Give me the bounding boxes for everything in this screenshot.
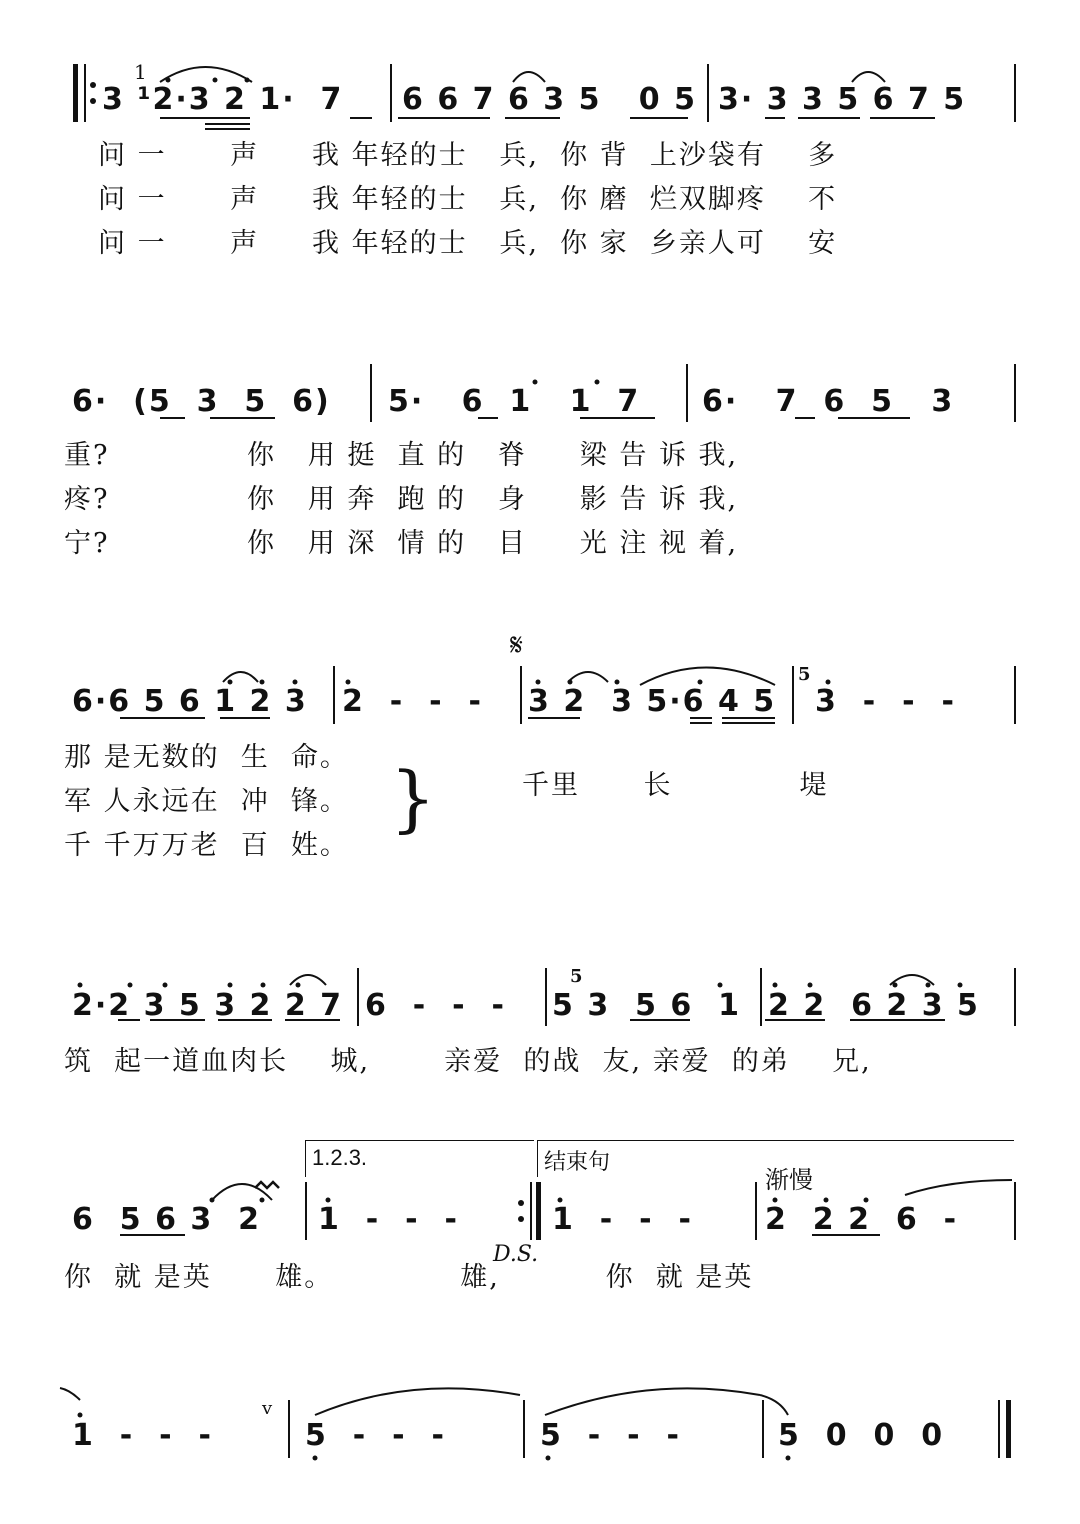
repeat-dots xyxy=(90,82,96,112)
measure-notes xyxy=(365,984,506,1028)
measure-3-notes: 3· 3 3 5 6 7 5 xyxy=(718,82,967,117)
measure-19-notes: 1 - - - xyxy=(72,1418,213,1453)
barline xyxy=(333,666,335,724)
barline xyxy=(84,64,86,122)
measure-notes xyxy=(718,78,966,122)
measure-notes xyxy=(342,680,483,724)
measure-notes xyxy=(72,380,331,424)
start-repeat-barline xyxy=(73,64,78,122)
slur xyxy=(760,1395,788,1415)
measure-notes xyxy=(815,680,956,724)
end-repeat-barline xyxy=(536,1182,541,1240)
final-barline xyxy=(1006,1400,1011,1458)
barline xyxy=(1014,64,1016,122)
lyric-line-verse-2: 问 一 声 我 年轻的士 兵, 你 磨 烂双脚疼 不 xyxy=(98,184,838,215)
grace-note: 5 xyxy=(798,664,811,685)
mordent-icon xyxy=(255,1182,279,1188)
lyric-line: 你 就 是英 雄。 雄, 你 就 是英 xyxy=(64,1262,754,1293)
barline xyxy=(370,364,372,422)
final-barline xyxy=(998,1400,1000,1458)
barline xyxy=(762,1400,764,1458)
barline xyxy=(520,666,522,724)
measure-notes xyxy=(72,680,308,724)
measure-notes xyxy=(72,984,343,1028)
measure-notes xyxy=(768,984,980,1028)
measure-18-notes: 2 2 2 6 - xyxy=(765,1202,959,1237)
barline xyxy=(305,1182,307,1240)
barline xyxy=(390,64,392,122)
slur xyxy=(60,1388,80,1400)
measure-21-notes: 5 - - - xyxy=(540,1418,681,1453)
measure-notes xyxy=(102,78,343,122)
lyric-line-verse-3: 问 一 声 我 年轻的士 兵, 你 家 乡亲人可 安 xyxy=(98,228,838,259)
measure-4-notes: 6· (5 3 5 6) xyxy=(72,384,331,419)
measure-10-notes: 3 - - - xyxy=(815,684,956,719)
grace-note: 1 xyxy=(134,60,147,84)
lyric-line-verse-3: 宁? 你 用 深 情 的 目 光 注 视 着, xyxy=(64,528,739,559)
measure-notes xyxy=(305,1414,446,1458)
measure-15-notes: 6 5 6 3 2 xyxy=(72,1202,262,1237)
repeat-dots xyxy=(518,1200,524,1230)
volta-bracket-1 xyxy=(305,1140,534,1177)
measure-notes xyxy=(318,1198,459,1242)
barline xyxy=(1014,968,1016,1026)
measure-20-notes: 5 - - - xyxy=(305,1418,446,1453)
grace-note: 5 xyxy=(570,966,583,987)
measure-notes xyxy=(778,1414,944,1458)
breath-mark: v xyxy=(262,1398,273,1419)
measure-9-notes: 3 2 3 5·6 4 5 xyxy=(528,684,777,719)
measure-notes xyxy=(528,680,776,724)
slur xyxy=(905,1180,1012,1195)
measure-22-notes: 5 0 0 0 xyxy=(778,1418,945,1453)
lyric-line: 筑 起一道血肉长 城, 亲爱 的战 友, 亲爱 的弟 兄, xyxy=(64,1046,872,1077)
end-repeat-barline xyxy=(530,1182,532,1240)
lyric-line-verse-1: 问 一 声 我 年轻的士 兵, 你 背 上沙袋有 多 xyxy=(98,140,838,171)
barline xyxy=(792,666,794,724)
measure-8-notes: 2 - - - xyxy=(342,684,483,719)
measure-notes xyxy=(765,1198,958,1242)
brace-icon: } xyxy=(390,756,436,840)
measure-notes xyxy=(552,1198,693,1242)
barline xyxy=(523,1400,525,1458)
barline xyxy=(755,1182,757,1240)
barline xyxy=(288,1400,290,1458)
measure-notes xyxy=(702,380,954,424)
volta-label: 结束句 xyxy=(544,1150,611,1175)
measure-17-notes: 1 - - - xyxy=(552,1202,693,1237)
lyric-line-verse-2: 军 人永远在 冲 锋。 xyxy=(64,786,349,817)
lyric-line-verse-1: 重? 你 用 挺 直 的 脊 梁 告 诉 我, xyxy=(64,440,739,471)
measure-12-notes: 6 - - - xyxy=(365,988,506,1023)
measure-13-notes: 5 3 5 6 1 xyxy=(552,988,742,1023)
barline xyxy=(357,968,359,1026)
lyric-line-verse-2: 疼? 你 用 奔 跑 的 身 影 告 诉 我, xyxy=(64,484,739,515)
barline xyxy=(707,64,709,122)
lyric-line-verse-3: 千 千万万老 百 姓。 xyxy=(64,830,349,861)
measure-14-notes: 2 2 6 2 3 5 xyxy=(768,988,980,1023)
volta-label: 1.2.3. xyxy=(312,1145,368,1170)
measure-notes xyxy=(72,1414,213,1458)
lyric-line-verse-1: 那 是无数的 生 命。 xyxy=(64,742,349,773)
tempo-marking: 渐慢 xyxy=(765,1166,813,1194)
barline xyxy=(1014,666,1016,724)
measure-notes xyxy=(388,380,640,424)
measure-notes xyxy=(402,78,697,122)
measure-2-notes: 6 6 7 6 3 5 0 5 xyxy=(402,82,697,117)
measure-11-notes: 2·2 3 5 3 2 2 7 xyxy=(72,988,344,1023)
slur xyxy=(315,1388,520,1415)
dal-segno-mark: D.S. xyxy=(493,1242,539,1267)
measure-7-notes: 6·6 5 6 1 2 3 xyxy=(72,684,308,719)
measure-16-notes: 1 - - - xyxy=(318,1202,459,1237)
measure-5-notes: 5· 6 1 1 7 xyxy=(388,384,641,419)
measure-6-notes: 6· 7 6 5 3 xyxy=(702,384,955,419)
barline xyxy=(686,364,688,422)
barline xyxy=(1014,1182,1016,1240)
barline xyxy=(545,968,547,1026)
measure-notes xyxy=(552,984,741,1028)
barline xyxy=(1014,364,1016,422)
measure-1-notes: 3 ¹2·3 2 1· 7 xyxy=(102,82,344,117)
lyric-shared-chorus: 千里 长 堤 xyxy=(522,770,829,801)
slur xyxy=(545,1388,760,1415)
segno-icon: 𝄋 xyxy=(510,628,523,663)
barline xyxy=(760,968,762,1026)
measure-notes xyxy=(72,1198,261,1242)
measure-notes xyxy=(540,1414,681,1458)
